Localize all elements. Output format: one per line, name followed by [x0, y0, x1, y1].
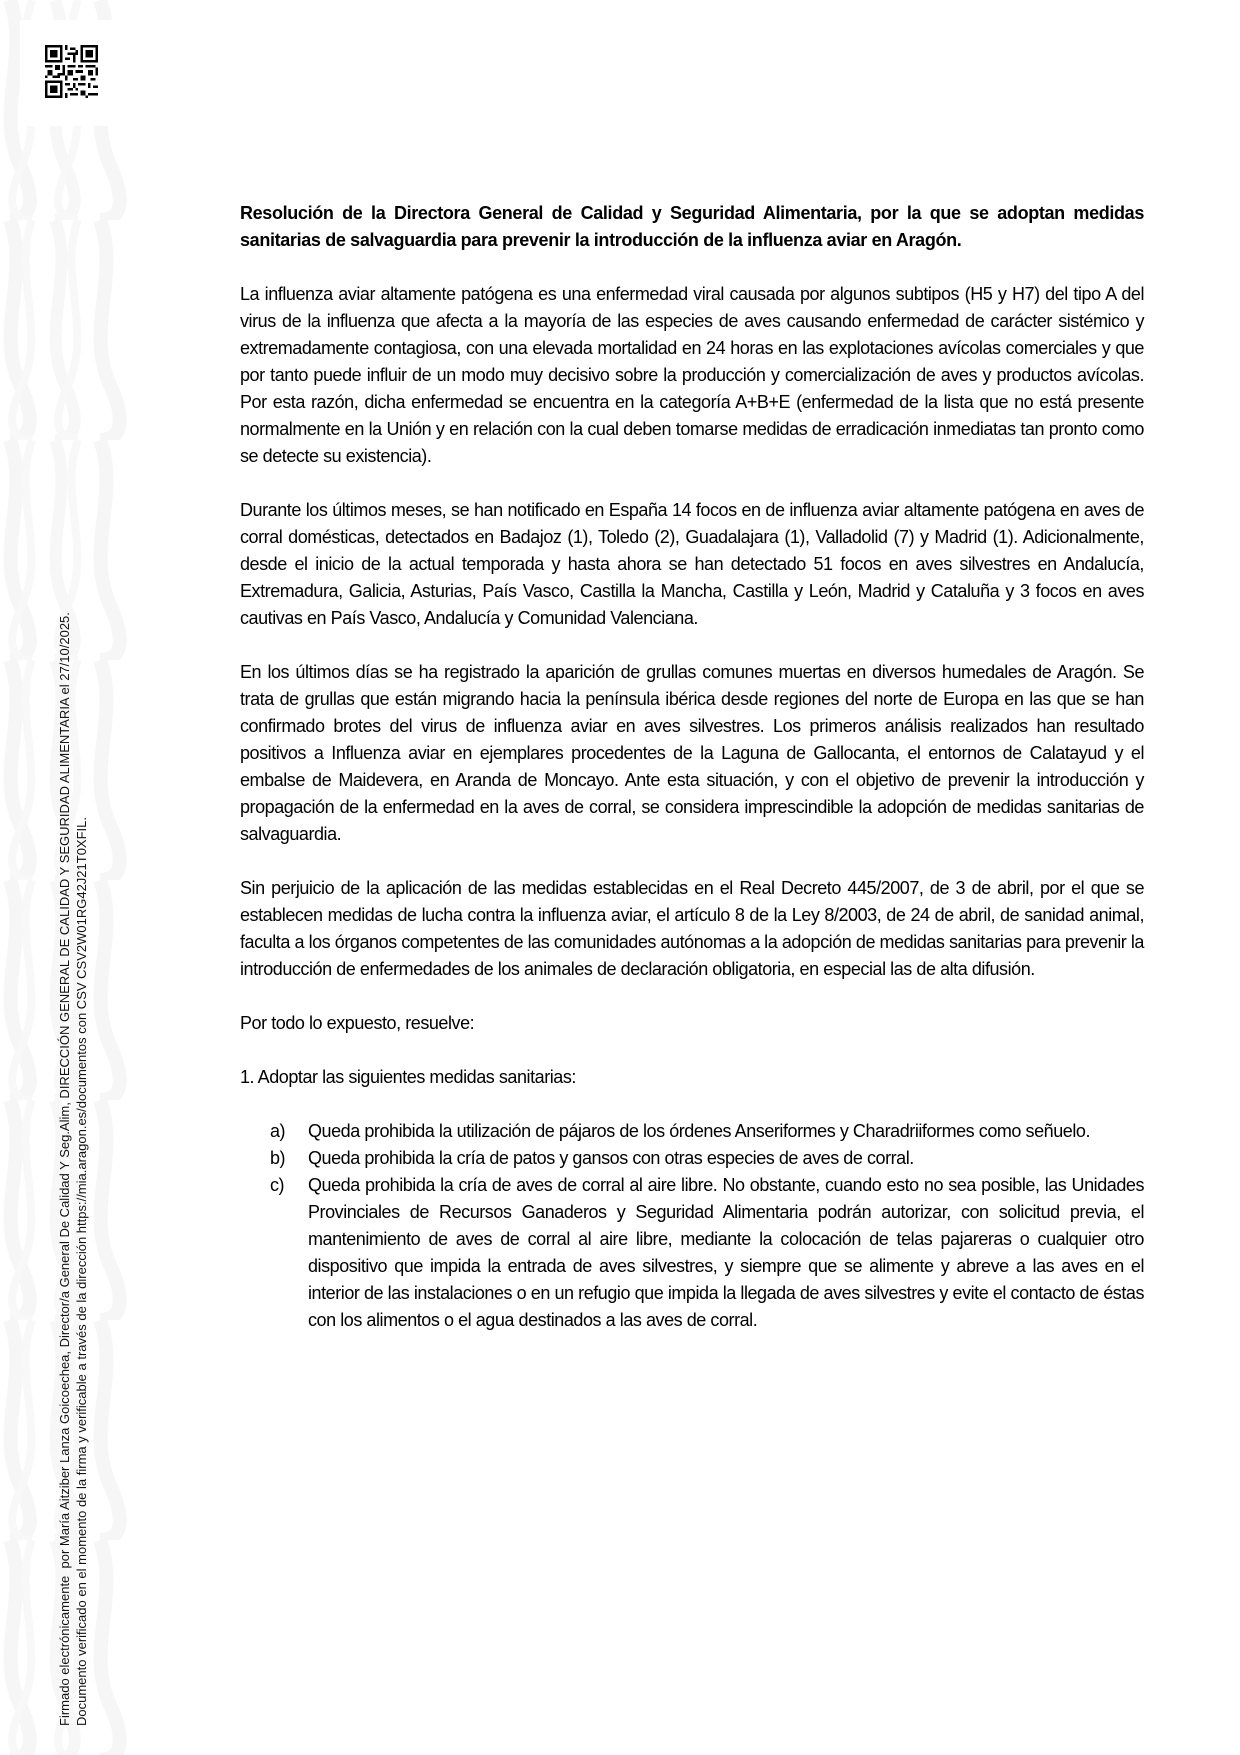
measure-text: Queda prohibida la utilización de pájaros de los órdenes Anseriformes y Charadriiformes como señuelo.: [308, 1121, 1090, 1141]
verification-line: Documento verificado en el momento de la firma y verificable a través de la dirección https://mia.aragon.es/documentos con CSV CSV2W01RG42J21T0XFIL.: [74, 817, 89, 1726]
measure-item: [240, 1145, 1144, 1172]
measure-marker: b): [270, 1148, 286, 1168]
point-1-heading: 1. Adoptar las siguientes medidas sanitarias:: [240, 1067, 576, 1087]
measure-marker: c): [270, 1175, 285, 1195]
qr-code-icon: [45, 45, 98, 98]
measure-item: [240, 1118, 1144, 1145]
signature-line: Firmado electrónicamente por María Aitziber Lanza Goicoechea, Director/a General De Calidad Y Seg.Alim, DIRECCIÓN GENERAL DE CALIDAD Y SEGURIDAD ALIMENTARIA el 27/10/2025.: [57, 612, 72, 1726]
measure-text: Queda prohibida la cría de patos y gansos con otras especies de aves de corral.: [308, 1148, 914, 1168]
measure-text: Queda prohibida la cría de aves de corral al aire libre. No obstante, cuando esto no sea posible, las Unidades Provinciales de Recursos Ganaderos y Seguridad Alimentaria podrán autorizar, con solicitud previa, el mantenimiento de aves de corral al aire libre, mediante la colocación de telas pajareras o cualquier otro dispositivo que impida la entrada de aves silvestres, y siempre que se alimente y abreve a las aves en el interior de las instalaciones o en un refugio que impida la llegada de aves silvestres y evite el contacto de éstas con los alimentos o el agua destinados a las aves de corral.: [308, 1175, 1144, 1330]
measures-list: [240, 1118, 1144, 1334]
electronic-signature-stamp: [56, 436, 90, 1726]
paragraph-aragon-situation: En los últimos días se ha registrado la aparición de grullas comunes muertas en diversos humedales de Aragón. Se trata de grullas que están migrando hacia la península ibérica desde regiones del norte de Europa en las que se han confirmado brotes del virus de influenza aviar en aves silvestres. Los primeros análisis realizados han resultado positivos a Influenza aviar en ejemplares procedentes de la Laguna de Gallocanta, el entornos de Calatayud y el embalse de Maidevera, en Aranda de Moncayo. Ante esta situación, y con el objetivo de prevenir la introducción y propagación de la enfermedad en la aves de corral, se considera imprescindible la adopción de medidas sanitarias de salvaguardia.: [240, 662, 1144, 844]
measure-item: [240, 1172, 1144, 1334]
paragraph-outbreaks: Durante los últimos meses, se han notificado en España 14 focos en de influenza aviar altamente patógena en aves de corral domésticas, detectados en Badajoz (1), Toledo (2), Guadalajara (1), Valladolid (7) y Madrid (1). Adicionalmente, desde el inicio de la actual temporada y hasta ahora se han detectado 51 focos en aves silvestres en Andalucía, Extremadura, Galicia, Asturias, País Vasco, Castilla la Mancha, Castilla y León, Madrid y Cataluña y 3 focos en aves cautivas en País Vasco, Andalucía y Comunidad Valenciana.: [240, 500, 1144, 628]
document-title: Resolución de la Directora General de Calidad y Seguridad Alimentaria, por la que se adoptan medidas sanitarias de salvaguardia para prevenir la introducción de la influenza aviar en Aragón.: [240, 203, 1144, 250]
document-body: [240, 200, 1144, 1334]
paragraph-background: La influenza aviar altamente patógena es una enfermedad viral causada por algunos subtipos (H5 y H7) del tipo A del virus de la influenza que afecta a la mayoría de las especies de aves causando enfermedad de carácter sistémico y extremadamente contagiosa, con una elevada mortalidad en 24 horas en las explotaciones avícolas comerciales y que por tanto puede influir de un modo muy decisivo sobre la producción y comercialización de aves y productos avícolas. Por esta razón, dicha enfermedad se encuentra en la categoría A+B+E (enfermedad de la lista que no está presente normalmente en la Unión y en relación con la cual deben tomarse medidas de erradicación inmediatas tan pronto como se detecte su existencia).: [240, 284, 1144, 466]
paragraph-legal-basis: Sin perjuicio de la aplicación de las medidas establecidas en el Real Decreto 445/2007, de 3 de abril, por el que se establecen medidas de lucha contra la influenza aviar, el artículo 8 de la Ley 8/2003, de 24 de abril, de sanidad animal, faculta a los órganos competentes de las comunidades autónomas a la adopción de medidas sanitarias para prevenir la introducción de enfermedades de los animales de declaración obligatoria, en especial las de alta difusión.: [240, 878, 1144, 979]
measure-marker: a): [270, 1121, 286, 1141]
resolve-intro: Por todo lo expuesto, resuelve:: [240, 1013, 475, 1033]
